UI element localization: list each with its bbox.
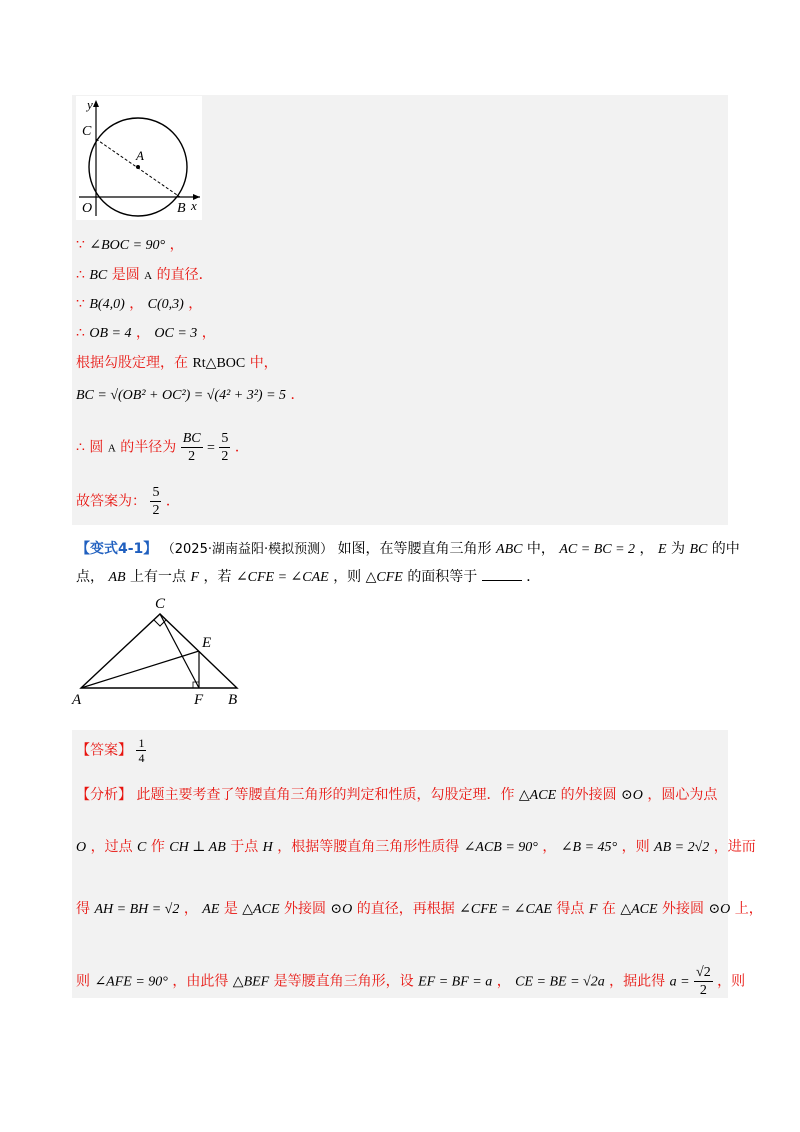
solution-line-3: ∵ B(4,0) ， C(0,3) ， bbox=[76, 296, 203, 312]
label-f: F bbox=[194, 692, 204, 708]
label-b: B bbox=[228, 692, 238, 708]
fraction-answer: $\frac{5}{2}$ bbox=[152, 485, 160, 518]
fraction-a-value: $\frac{√2}{2}$ bbox=[696, 965, 711, 998]
figure-circle bbox=[76, 96, 202, 220]
label-e: E bbox=[202, 635, 212, 651]
question-line-1: 【变式4-1】 （2025·湖南益阳·模拟预测） 如图，在等腰直角三角形 ABC 中， AC = BC = 2 ， E 为 BC 的中 bbox=[76, 541, 740, 557]
label-c: C bbox=[82, 124, 92, 139]
answer-blank bbox=[482, 568, 522, 581]
answer-panel bbox=[72, 730, 728, 998]
y-axis-arrow bbox=[93, 100, 99, 107]
solution-line-2: ∴ BC 是圆 A 的直径． bbox=[76, 267, 213, 283]
label-y: y bbox=[87, 97, 93, 112]
answer-tag: 【答案】 bbox=[76, 742, 132, 759]
analysis-line-2: O ，过点 C 作 CH ⊥ AB 于点 H ，根据等腰直角三角形性质得 ∠ACB = 90° ， ∠B = 45° ，则 AB = 2√2 ，进而 bbox=[76, 839, 756, 855]
label-b: B bbox=[177, 201, 186, 216]
solution-line-5: 根据勾股定理，在 Rt△BOC 中， bbox=[76, 355, 278, 371]
label-a: A bbox=[136, 148, 144, 163]
answer-fraction: $\frac{1}{4}$ bbox=[138, 736, 145, 765]
fraction-5-over-2: $\frac{5}{2}$ bbox=[221, 431, 229, 464]
analysis-line-4: 则 ∠AFE = 90° ，由此得 △BEF 是等腰直角三角形，设 EF = BF = a ， CE = BE = √2a ，据此得 a = $\frac{√2}{2}$ ，则 bbox=[76, 965, 746, 998]
segment-cf bbox=[160, 614, 199, 688]
fraction-bc-over-2: $\frac{BC}{2}$ bbox=[182, 431, 201, 464]
answer-line bbox=[76, 736, 146, 765]
analysis-tag: 【分析】 bbox=[76, 787, 132, 803]
solution-line-4: ∴ OB = 4 ， OC = 3 ， bbox=[76, 325, 216, 341]
figure-triangle bbox=[70, 592, 250, 710]
solution-line-6: BC = √(OB² + OC²) = √(4² + 3²) = 5 ． bbox=[76, 387, 305, 403]
figure-triangle-svg bbox=[70, 592, 250, 710]
question-tag: 【变式4-1】 bbox=[76, 541, 158, 557]
label-a: A bbox=[72, 692, 82, 708]
solution-line-1: ∵ ∠BOC = 90° ， bbox=[76, 237, 184, 253]
question-line-2: 点， AB 上有一点 F ，若 ∠CFE = ∠CAE ，则 △CFE 的面积等于 ． bbox=[76, 569, 541, 585]
solution-line-8: 故答案为： $\frac{5}{2}$ ． bbox=[76, 485, 180, 518]
figure-circle-svg bbox=[76, 96, 202, 220]
solution-line-7: ∴ 圆 A 的半径为 $\frac{BC}{2}$ = $\frac{5}{2}$ ． bbox=[76, 431, 249, 464]
label-x: x bbox=[191, 198, 197, 213]
analysis-line-1: 【分析】 此题主要考查了等腰直角三角形的判定和性质，勾股定理．作 △ACE 的外接圆 ⊙O ，圆心为点 bbox=[76, 787, 718, 803]
label-c: C bbox=[155, 596, 166, 612]
label-o: O bbox=[82, 201, 93, 216]
center-a bbox=[136, 165, 140, 169]
analysis-line-3: 得 AH = BH = √2 ， AE 是 △ACE 外接圆 ⊙O 的直径，再根据 ∠CFE = ∠CAE 得点 F 在 △ACE 外接圆 ⊙O 上， bbox=[76, 901, 763, 917]
segment-ae bbox=[81, 651, 199, 688]
